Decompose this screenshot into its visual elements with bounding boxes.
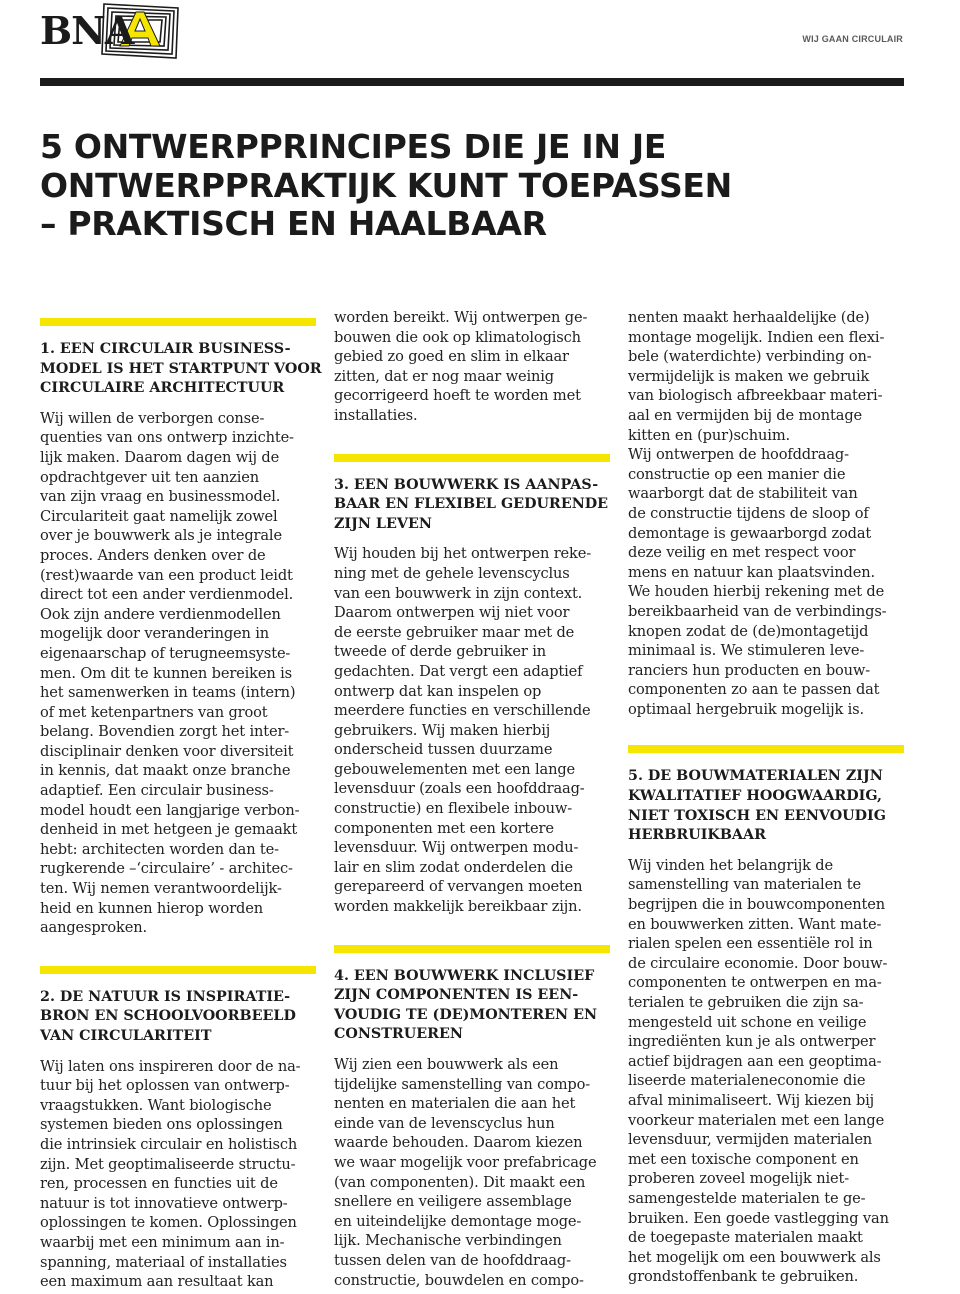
headline-line: ONTWERPPRAKTIJK KUNT TOEPASSEN — [40, 165, 732, 205]
section-1-body: Wij willen de verborgen conse- quenties van ons ontwerp inzichte- lijk maken. Daarom dagen wij de opdrachtgever uit ten aanzien van zijn vraag en businessmodel. Circulariteit gaat namelijk zowel over je bouwwerk als je integrale proces. Anders denken over de (rest)waarde van een product leidt direct tot een ander verdienmodel. Ook zijn andere verdienmodellen mogelijk door veranderingen in eigenaarschap of terugneemsyste- men. Om dit te kunnen bereiken is het samenwerken in teams (intern) of met ketenpartners van groot belang. Bovendien zorgt het inter- disciplinair denken voor diversiteit in kennis, dat maakt onze branche adaptief. Een circulair business- model houdt een langjarige verbon- denheid in met hetgeen je gemaakt hebt: architecten worden dan te- rugkerende –‘circulaire’ - architec- ten. Wij nemen verantwoordelijk- heid en kunnen hierop worden aangesproken. — [40, 409, 300, 937]
column-2 — [334, 308, 610, 1290]
section-5-title: 5. DE BOUWMATERIALEN ZIJN KWALITATIEF HOOGWAARDIG, NIET TOXISCH EN EENVOUDIG HERBRUIKBAAR — [628, 768, 886, 844]
bna-logo — [40, 2, 150, 60]
column-3 — [628, 308, 904, 1287]
section-accent-bar — [628, 745, 904, 753]
column-1 — [40, 308, 322, 1292]
section-3-title: 3. EEN BOUWWERK IS AANPAS- BAAR EN FLEXIBEL GEDURENDE ZIJN LEVEN — [334, 476, 609, 532]
section-4-body-continued: nenten maakt herhaaldelijke (de) montage mogelijk. Indien een flexi- bele (waterdichte) verbinding on- vermijdelijk is maken we gebruik van biologisch afbreekbaar materi- aal en vermijden bij de montage kitten en (pur)schuim. Wij ontwerpen de hoofddraag- constructie op een manier die waarborgt dat de stabiliteit van de constructie tijdens de sloop of demontage is gewaarborgd zodat deze veilig en met respect voor mens en natuur kan plaatsvinden. We houden hierbij rekening met de bereikbaarheid van de verbindings- knopen zodat de (de)montagetijd minimaal is. We stimuleren leve- ranciers hun producten en bouw- componenten zo aan te passen dat optimaal hergebruik mogelijk is. — [628, 309, 887, 718]
page-headline — [40, 128, 920, 244]
section-accent-bar — [334, 454, 610, 462]
section-5-body: Wij vinden het belangrijk de samenstelling van materialen te begrijpen die in bouwcomponenten en bouwwerken zitten. Want mate- rialen spelen een essentiële rol in de circulaire economie. Door bouw- componenten te ontwerpen en ma- terialen te gebruiken die zijn sa- mengesteld uit schone en veilige ingrediënten kun je als ontwerper actief bijdragen aan een geoptima- liseerde materialeneconomie die afval minimaliseert. Wij kiezen bij voorkeur materialen met een lange levensduur, vermijden materialen met een toxische component en proberen zoveel mogelijk niet- samengestelde materialen te ge- bruiken. Een goede vastlegging van de toegepaste materialen maakt het mogelijk om een bouwwerk als grondstoffenbank te gebruiken. — [628, 856, 889, 1286]
section-2-title: 2. DE NATUUR IS INSPIRATIE- BRON EN SCHOOLVOORBEELD VAN CIRCULARITEIT — [40, 988, 296, 1044]
section-accent-bar — [334, 945, 610, 953]
headline-line: – PRAKTISCH EN HAALBAAR — [40, 204, 547, 243]
section-4-body: Wij zien een bouwwerk als een tijdelijke samenstelling van compo- nenten en materialen die aan het einde van de levenscyclus hun waarde behouden. Daarom kiezen we waar mogelijk voor prefabricage (van componenten). Dit maakt een snellere en veiligere assemblage en uiteindelijke demontage moge- lijk. Mechanische verbindingen tussen delen van de hoofddraag- constructie, bouwdelen en compo- — [334, 1056, 597, 1289]
section-accent-bar — [40, 318, 316, 326]
section-2-body: Wij laten ons inspireren door de na- tuur bij het oplossen van ontwerp- vraagstukken. Want biologische systemen bieden ons oplossingen die intrinsiek circulair en holistisch zijn. Met geoptimaliseerde structu- ren, processen en functies uit de natuur is tot innovatieve ontwerp- oplossingen te komen. Oplossingen waarbij met een minimum aan in- spanning, materiaal of installaties een maximum aan resultaat kan — [40, 1057, 301, 1291]
headline-line: 5 ONTWERPPRINCIPES DIE JE IN JE — [40, 127, 667, 166]
section-1-title: 1. EEN CIRCULAIR BUSINESS- MODEL IS HET STARTPUNT VOOR CIRCULAIRE ARCHITECTUUR — [40, 341, 322, 397]
section-4-title: 4. EEN BOUWWERK INCLUSIEF ZIJN COMPONENTEN IS EEN- VOUDIG TE (DE)MONTEREN EN CONSTRUEREN — [334, 967, 598, 1043]
section-2-body-continued: worden bereikt. Wij ontwerpen ge- bouwen die ook op klimatologisch gebied zo goed en slim in elkaar zitten, dat er nog maar weinig gecorrigeerd hoeft te worden met installaties. — [334, 309, 588, 424]
section-accent-bar — [40, 966, 316, 974]
section-kicker: WIJ GAAN CIRCULAIR — [802, 34, 903, 44]
logo-text: BNA — [40, 8, 134, 53]
top-divider — [40, 78, 904, 86]
section-3-body: Wij houden bij het ontwerpen reke- ning met de gehele levenscyclus van een bouwwerk in zijn context. Daarom ontwerpen wij niet voor de eerste gebruiker maar met de tweede of derde gebruiker in gedachten. Dat vergt een adaptief ontwerp dat kan inspelen op meerdere functies en verschillende gebruikers. Wij maken hierbij onderscheid tussen duurzame gebouwelementen met een lange levensduur (zoals een hoofddraag- constructie) en flexibele inbouw- componenten met een kortere levensduur. Wij ontwerpen modu- lair en slim zodat onderdelen die gerepareerd of vervangen moeten worden makkelijk bereikbaar zijn. — [334, 545, 591, 916]
